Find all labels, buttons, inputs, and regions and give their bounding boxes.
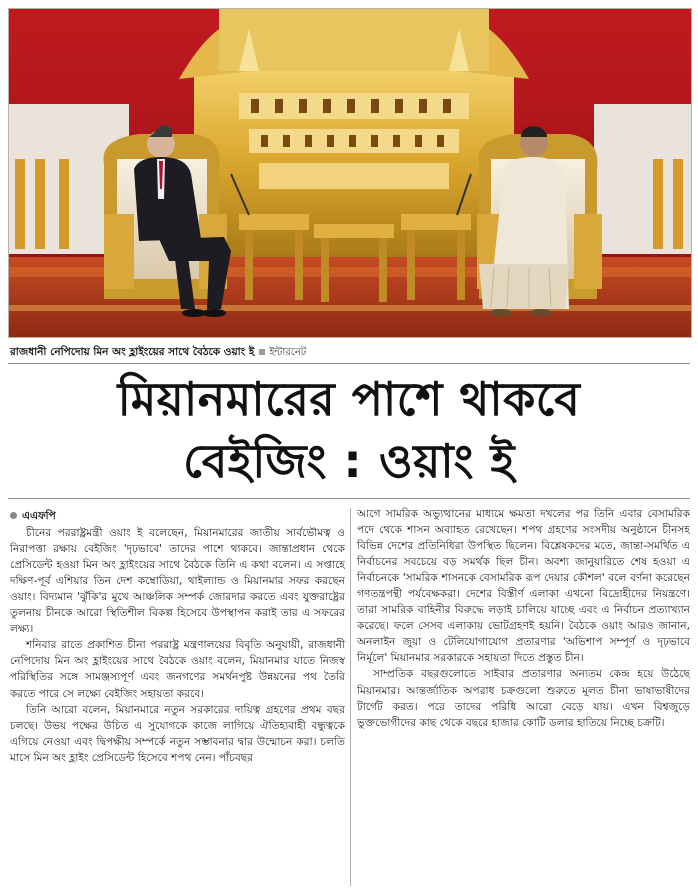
byline-source: এএফপি — [22, 510, 56, 522]
caption-text: রাজধানী নেপিদোয় মিন অং হ্লাইংয়ের সাথে বৈঠকে ওয়াং ই — [10, 346, 255, 358]
headline-line-1: মিয়ানমারের পাশে থাকবে — [117, 372, 581, 426]
caption-separator-icon — [259, 349, 265, 355]
bullet-icon — [10, 512, 17, 519]
golden-throne — [179, 9, 529, 259]
article-column-left — [10, 508, 345, 766]
news-photo — [8, 8, 692, 338]
caption-divider — [8, 363, 690, 364]
column-divider — [350, 508, 351, 886]
article-paragraph: আগে সামরিক অভ্যুত্থানের মাধ্যমে ক্ষমতা দখলের পর তিনি এবার বেসামরিক পদে থেকে শাসন অব্যাহত রেখেছেন। শপথ গ্রহণের সংসদীয় অনুষ্ঠানে চীনসহ বিভিন্ন দেশের প্রতিনিধিরা উপস্থিত ছিলেন। বিশ্লেষকদের মতে, জান্তা-সমর্থিত এ নির্বাচনের সবচেয়ে বড় সমর্থক ছিল চীন। অবশ্য জানুয়ারিতে শেষ হওয়া এ নির্বাচনকে 'সামরিক শাসনকে বেসামরিক রূপ দেয়ার কৌশল' বলে বর্ণনা করেছেন গণতন্ত্রপন্থী পর্যবেক্ষকরা। দেশের বিস্তীর্ণ এলাকা এখনো বিদ্রোহীদের নিয়ন্ত্রণে। তারা সামরিক বাহিনীর বিরুদ্ধে লড়াই চালিয়ে যাচ্ছে এবং এ নির্বাচন প্রত্যাখ্যান করেছে। ফলে সেসব এলাকায় ভোটগ্রহণই হয়নি। বৈঠকে ওয়াং আরও জানান, অনলাইন জুয়া ও টেলিযোগাযোগ প্রতারণার 'অভিশাপ সম্পূর্ণ ও দৃঢ়ভাবে নির্মূলে' মিয়ানমার সরকারকে সহায়তা দিতে প্রস্তুত চীন। — [357, 508, 690, 665]
article-paragraph: সাম্প্রতিক বছরগুলোতে সাইবার প্রতারণার অন্যতম কেন্দ্র হয়ে উঠেছে মিয়ানমার। আন্তর্জাতিক অপরাধ চক্রগুলো শুরুতে মূলত চীনা ভাষাভাষীদের টার্গেট করত। পরে তাদের পরিধি আরো বেড়ে যায়। এখন বিশ্বজুড়ে ভুক্তভোগীদের কাছ থেকে বছরে হাজার কোটি ডলার হাতিয়ে নিচ্ছে চক্রটি। — [357, 668, 690, 729]
article-paragraph: তিনি আরো বলেন, মিয়ানমারে নতুন সরকারের দায়িত্ব গ্রহণের প্রথম বছর চলছে। উভয় পক্ষের উচিত এ সুযোগকে কাজে লাগিয়ে ঐতিহ্যবাহী বন্ধুত্বকে এগিয়ে নেওয়া এবং দ্বিপক্ষীয় সম্পর্কে নতুন সম্ভাবনার দ্বার উন্মোচন করা। চলতি মাসে মিন অং হ্লাইং প্রেসিডেন্ট হিসেবে শপথ নেন। পাঁচবছর — [10, 703, 345, 764]
headline-line-2: বেইজিং : ওয়াং ই — [183, 434, 515, 488]
headline — [0, 368, 698, 492]
headline-divider — [8, 498, 690, 499]
meeting-photo-illustration — [9, 9, 691, 337]
article-column-right — [357, 506, 690, 731]
photo-caption — [10, 343, 306, 361]
article-paragraph: শনিবার রাতে প্রকাশিত চীনা পররাষ্ট্র মন্ত্রণালয়ের বিবৃতি অনুযায়ী, রাজধানী নেপিদোয় মিন অং হ্লাইংয়ের সাথে বৈঠকে ওয়াং বলেন, মিয়ানমার যাতে নিজস্ব পরিস্থিতির সঙ্গে সামঞ্জস্যপূর্ণ এবং জনগণের সমর্থনপুষ্ট উন্নয়নের পথ তৈরি করতে পারে সে লক্ষ্যে বেইজিং সহায়তা করবে। — [10, 639, 345, 700]
photo-credit: ইন্টারনেট — [269, 347, 307, 358]
byline — [10, 508, 345, 524]
article-paragraph: চীনের পররাষ্ট্রমন্ত্রী ওয়াং ই বলেছেন, মিয়ানমারের জাতীয় সার্বভৌমত্ব ও নিরাপত্তা রক্ষায় বেইজিং 'দৃঢ়ভাবে' তাদের পাশে থাকবে। জান্তাপ্রধান থেকে প্রেসিডেন্ট হওয়া মিন অং হ্লাইংয়ের সাথে বৈঠকে তিনি এ কথা বলেন। এ সপ্তাহে দক্ষিণ-পূর্ব এশিয়ার তিন দেশ কম্বোডিয়া, থাইল্যান্ড ও মিয়ানমার সফর করছেন ওয়াং। বিদ্যমান 'ঝুঁকি'র মুখে আঞ্চলিক সম্পর্ক জোরদার করতে এবং যুক্তরাষ্ট্রের তুলনায় চীনকে আরো স্থিতিশীল বিকল্প হিসেবে উপস্থাপন করাই তার এ সফরের লক্ষ্য। — [10, 527, 345, 636]
